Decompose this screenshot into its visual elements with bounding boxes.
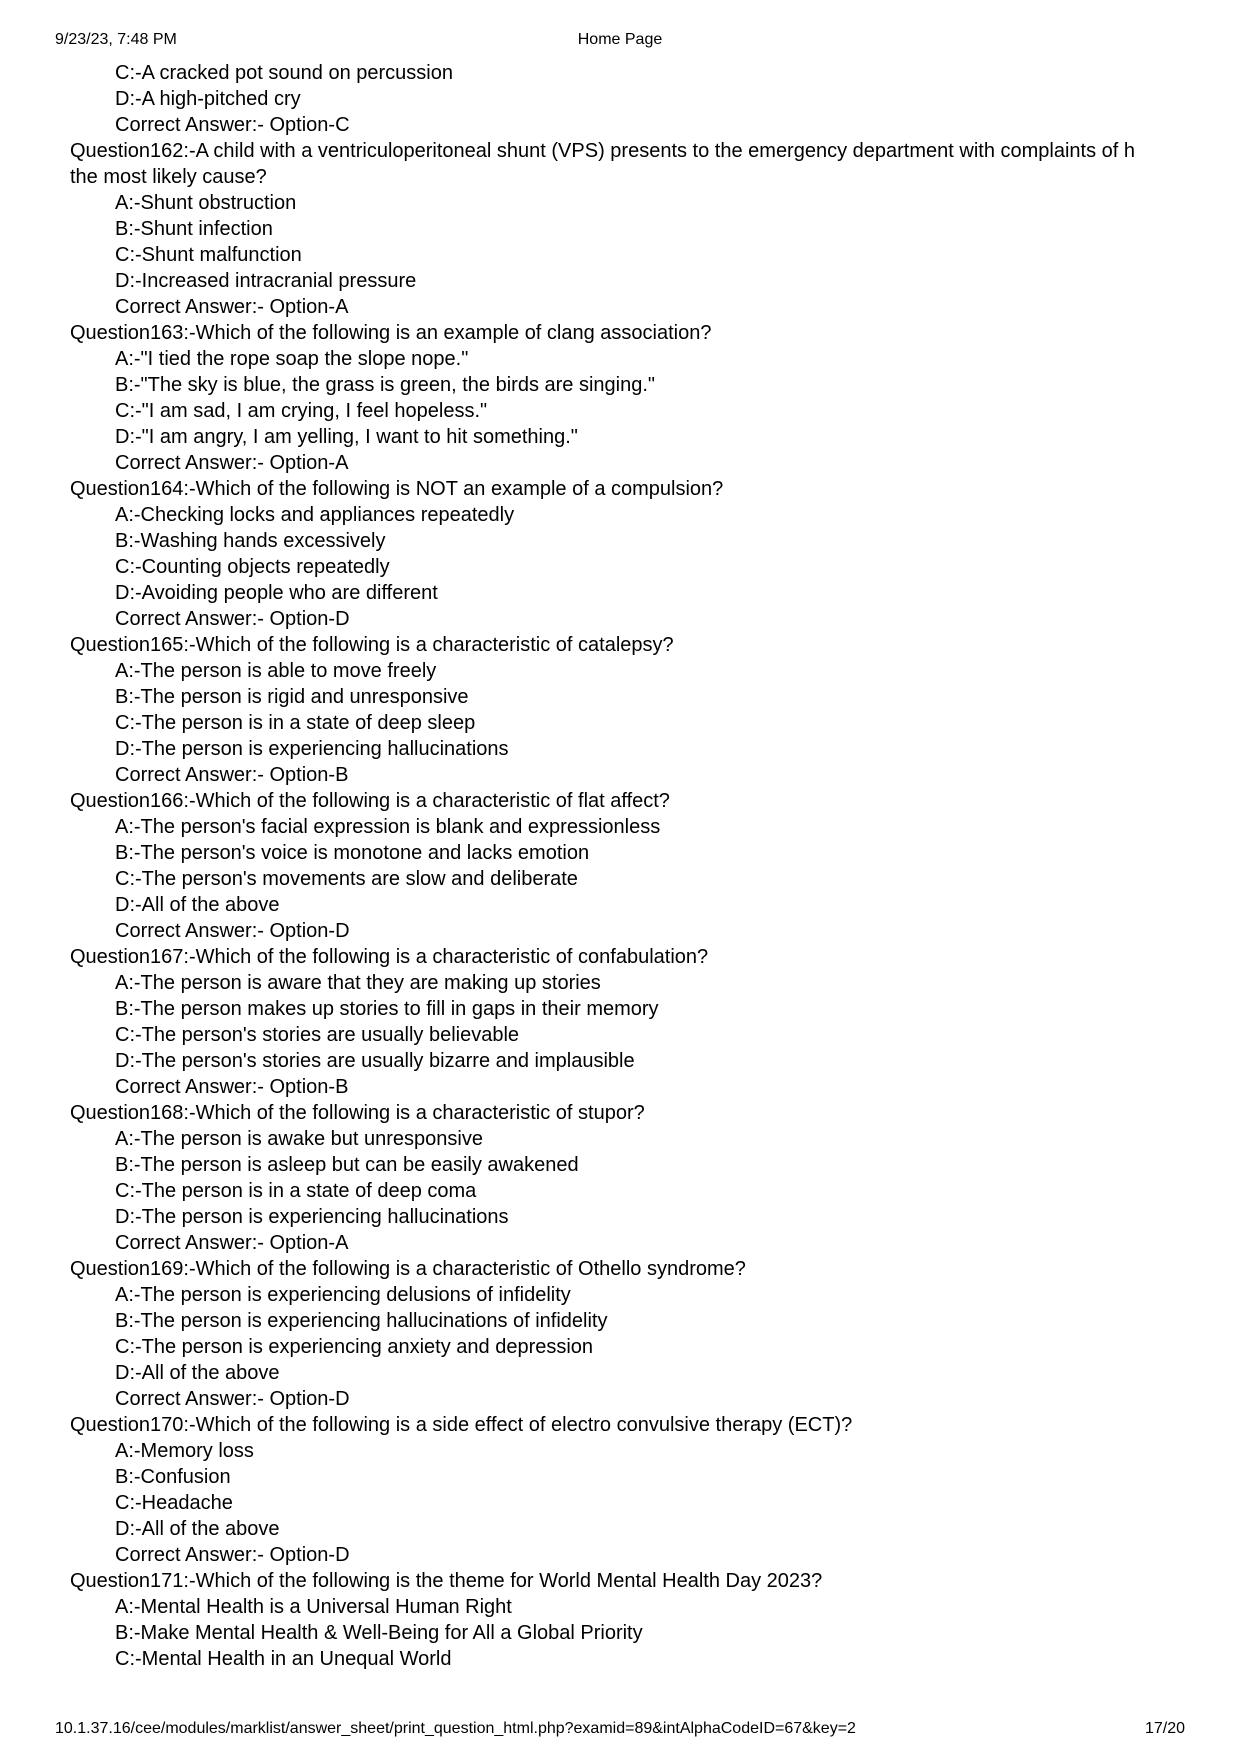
option-line: A:-The person is awake but unresponsive xyxy=(115,1128,483,1150)
option-line: C:-Headache xyxy=(115,1492,233,1514)
option-line: A:-Checking locks and appliances repeatedly xyxy=(115,504,515,526)
option-line: D:-"I am angry, I am yelling, I want to hit something." xyxy=(115,426,578,448)
option-line: B:-The person is rigid and unresponsive xyxy=(115,686,469,708)
option-line: A:-"I tied the rope soap the slope nope." xyxy=(115,348,469,370)
option-line: B:-The person is experiencing hallucinations of infidelity xyxy=(115,1310,608,1332)
option-line: B:-The person makes up stories to fill in gaps in their memory xyxy=(115,998,659,1020)
page-title: Home Page xyxy=(577,31,663,48)
option-line: B:-The person's voice is monotone and lacks emotion xyxy=(115,842,590,864)
correct-answer-line: Correct Answer:- Option-D xyxy=(115,608,350,630)
question-line: Question166:-Which of the following is a characteristic of flat affect? xyxy=(70,790,670,812)
option-line: D:-All of the above xyxy=(115,894,280,916)
question-line: Question163:-Which of the following is an example of clang association? xyxy=(70,322,712,344)
correct-answer-line: Correct Answer:- Option-B xyxy=(115,1076,349,1098)
question-line: Question171:-Which of the following is the theme for World Mental Health Day 2023? xyxy=(70,1570,823,1592)
option-line: A:-Mental Health is a Universal Human Right xyxy=(115,1596,512,1618)
option-line: B:-Shunt infection xyxy=(115,218,273,240)
correct-answer-line: Correct Answer:- Option-D xyxy=(115,920,350,942)
print-datetime: 9/23/23, 7:48 PM xyxy=(55,31,177,48)
option-line: C:-The person is experiencing anxiety and depression xyxy=(115,1336,594,1358)
option-line: C:-Shunt malfunction xyxy=(115,244,302,266)
correct-answer-line: Correct Answer:- Option-A xyxy=(115,1232,349,1254)
option-line: C:-The person's stories are usually believable xyxy=(115,1024,520,1046)
option-line: B:-"The sky is blue, the grass is green, the birds are singing." xyxy=(115,374,656,396)
option-line: D:-A high-pitched cry xyxy=(115,88,301,110)
question-line: Question167:-Which of the following is a characteristic of confabulation? xyxy=(70,946,709,968)
option-line: C:-The person's movements are slow and deliberate xyxy=(115,868,578,890)
option-line: A:-The person's facial expression is blank and expressionless xyxy=(115,816,661,838)
question-line: Question170:-Which of the following is a side effect of electro convulsive therapy (ECT)? xyxy=(70,1414,853,1436)
option-line: D:-Increased intracranial pressure xyxy=(115,270,417,292)
correct-answer-line: Correct Answer:- Option-D xyxy=(115,1388,350,1410)
correct-answer-line: Correct Answer:- Option-D xyxy=(115,1544,350,1566)
option-line: B:-Washing hands excessively xyxy=(115,530,386,552)
option-line: B:-The person is asleep but can be easily awakened xyxy=(115,1154,579,1176)
question-line: Question168:-Which of the following is a characteristic of stupor? xyxy=(70,1102,645,1124)
question-line: the most likely cause? xyxy=(70,166,267,188)
question-line: Question162:-A child with a ventriculoperitoneal shunt (VPS) presents to the emergency department with complaints of h xyxy=(70,140,1136,162)
page-number: 17/20 xyxy=(1145,1720,1186,1737)
correct-answer-line: Correct Answer:- Option-C xyxy=(115,114,350,136)
correct-answer-line: Correct Answer:- Option-A xyxy=(115,452,349,474)
option-line: B:-Confusion xyxy=(115,1466,231,1488)
option-line: C:-The person is in a state of deep coma xyxy=(115,1180,477,1202)
option-line: D:-The person is experiencing hallucinations xyxy=(115,738,509,760)
correct-answer-line: Correct Answer:- Option-B xyxy=(115,764,349,786)
correct-answer-line: Correct Answer:- Option-A xyxy=(115,296,349,318)
question-list xyxy=(0,60,1190,1672)
option-line: A:-The person is experiencing delusions of infidelity xyxy=(115,1284,571,1306)
option-line: B:-Make Mental Health & Well-Being for All a Global Priority xyxy=(115,1622,643,1644)
option-line: A:-The person is aware that they are making up stories xyxy=(115,972,601,994)
question-line: Question165:-Which of the following is a characteristic of catalepsy? xyxy=(70,634,674,656)
option-line: C:-Counting objects repeatedly xyxy=(115,556,390,578)
option-line: C:-The person is in a state of deep sleep xyxy=(115,712,476,734)
page-url: 10.1.37.16/cee/modules/marklist/answer_sheet/print_question_html.php?examid=89&intAlphaCodeID=67&key=2 xyxy=(55,1720,856,1737)
option-line: C:-A cracked pot sound on percussion xyxy=(115,62,453,84)
option-line: A:-Memory loss xyxy=(115,1440,254,1462)
question-line: Question169:-Which of the following is a characteristic of Othello syndrome? xyxy=(70,1258,746,1280)
option-line: D:-All of the above xyxy=(115,1362,280,1384)
option-line: D:-The person is experiencing hallucinations xyxy=(115,1206,509,1228)
option-line: A:-The person is able to move freely xyxy=(115,660,437,682)
option-line: C:-Mental Health in an Unequal World xyxy=(115,1648,452,1670)
option-line: D:-The person's stories are usually bizarre and implausible xyxy=(115,1050,635,1072)
option-line: D:-All of the above xyxy=(115,1518,280,1540)
option-line: C:-"I am sad, I am crying, I feel hopeless." xyxy=(115,400,488,422)
option-line: A:-Shunt obstruction xyxy=(115,192,297,214)
option-line: D:-Avoiding people who are different xyxy=(115,582,438,604)
question-line: Question164:-Which of the following is NOT an example of a compulsion? xyxy=(70,478,724,500)
